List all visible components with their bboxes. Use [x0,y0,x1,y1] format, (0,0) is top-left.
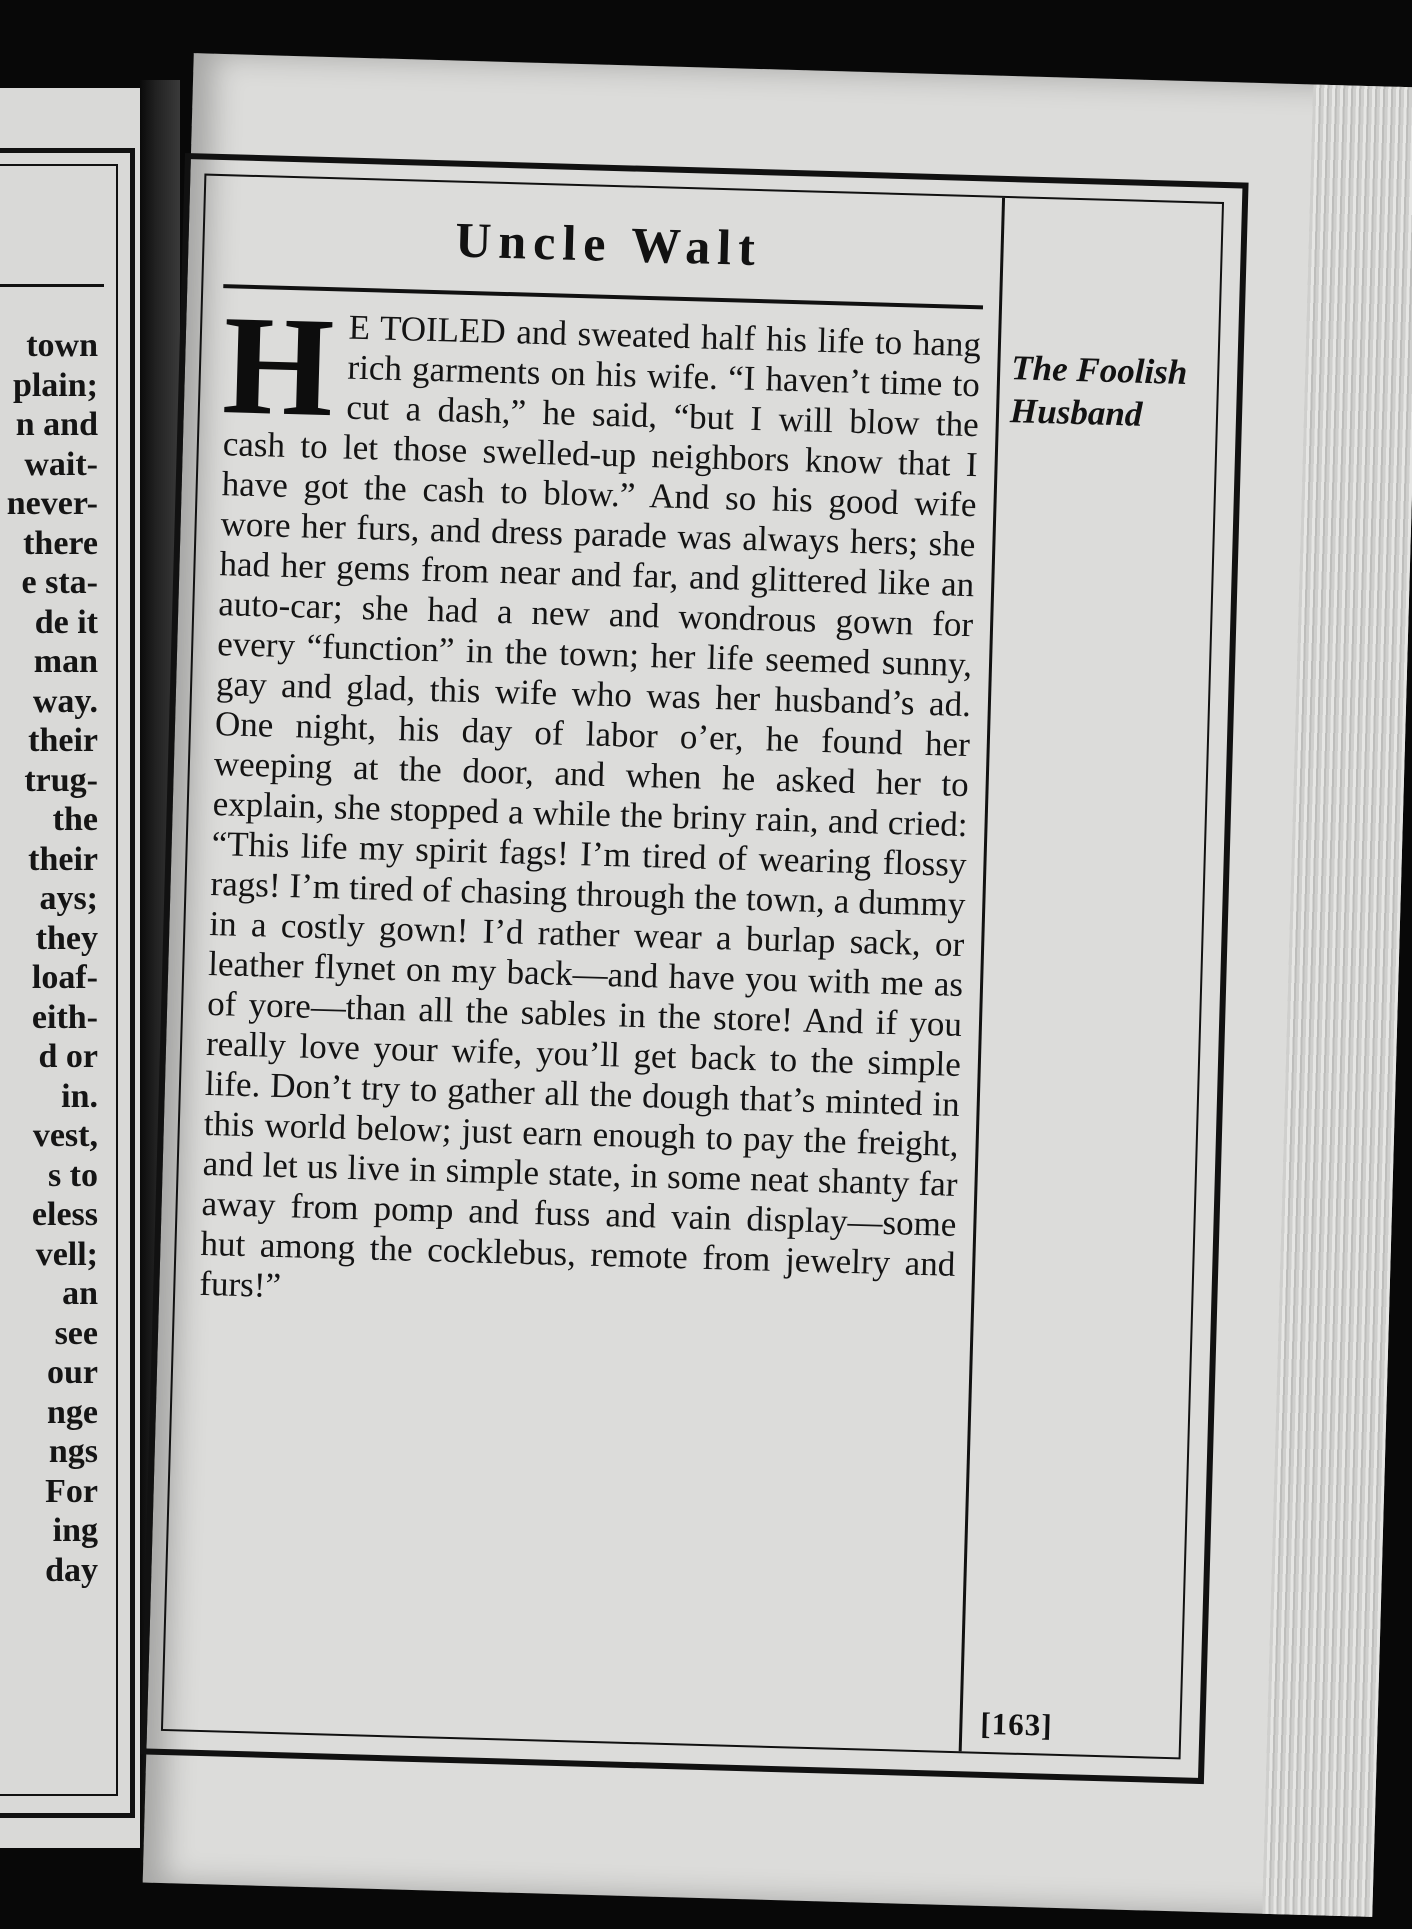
previous-page-line: ing [52,1512,98,1549]
drop-cap: H [220,285,336,447]
previous-page-line: they [35,919,98,957]
previous-page-line: plain; [12,366,98,404]
previous-page-line: town [26,327,98,364]
previous-page-line: day [45,1551,98,1589]
previous-page-line: vell; [35,1235,98,1273]
previous-page-line: loaf- [31,959,98,996]
previous-page-line: n and [15,406,98,443]
previous-page-line: there [23,524,98,562]
previous-page-text [0,326,98,1590]
previous-page [0,88,160,1848]
page-edges [1262,84,1412,1916]
previous-page-line: wait- [24,445,98,483]
poem-title [1010,346,1202,437]
previous-page-line: trug- [24,761,98,799]
previous-page-line: s to [47,1156,98,1194]
previous-page-line: ngs [48,1433,98,1470]
previous-page-line: e sta- [21,564,98,601]
previous-page-line: eith- [31,998,98,1036]
previous-page-line: their [28,840,98,878]
poem-title-line-2: Husband [1009,391,1143,434]
previous-page-line: vest, [32,1117,98,1154]
article-text: and sweated half his life to hang rich garments on his wife. “I haven’t time to cut a dash,” he said, “but I will blow the cash to let those swelled-up neighbors know that I have got the cash to blow.” And so his good wife wore her furs, and dress parade was always hers; she had her gems from near and far, and glittered like an auto-car; she had a new and wondrous gown for every “function” in the town; her life seemed sunny, gay and glad, this wife who was her husband’s ad. One night, his day of labor o’er, he found her weeping at the door, and when he asked her to explain, she stopped a while the briny rain, and cried: “This life my spirit fags! I’m tired of wearing flossy rags! I’m tired of chasing through the town, a dummy in a costly gown! I’d rather wear a burlap sack, or leather flynet on my back—and have you with me as of yore—than all the sables in the store! And if you really love your wife, you’ll get back to the simple life. Don’t try to gather all the dough that’s minted in this world below; just earn enough to pay the freight, and let us live in simple state, in some neat shanty far away from pomp and fuss and vain display—some hut among the cocklebus, remote from jewelry and furs!” [198,312,982,1306]
previous-page-line: eless [31,1196,98,1233]
previous-page-line: way. [32,682,98,720]
previous-page-line: For [45,1472,98,1510]
previous-page-line: de it [34,603,98,641]
page-title: Uncle Walt [454,211,763,277]
previous-page-line: in. [61,1077,98,1115]
page-number: [163] [979,1705,1054,1743]
previous-page-line: our [47,1354,98,1391]
current-page [143,53,1412,1917]
previous-page-title-rule [0,284,104,287]
previous-page-line: d or [38,1038,98,1075]
previous-page-line: man [33,643,98,680]
previous-page-line: an [62,1275,98,1312]
previous-page-line: never- [6,485,98,522]
previous-page-line: ays; [39,880,98,917]
previous-page-line: nge [47,1393,98,1431]
previous-page-line: their [28,722,98,759]
previous-page-line: see [54,1314,98,1352]
previous-page-line: the [52,801,98,838]
article-body [198,285,982,1325]
poem-title-line-1: The Foolish [1010,348,1188,393]
lead-words: E TOILED [348,307,507,351]
